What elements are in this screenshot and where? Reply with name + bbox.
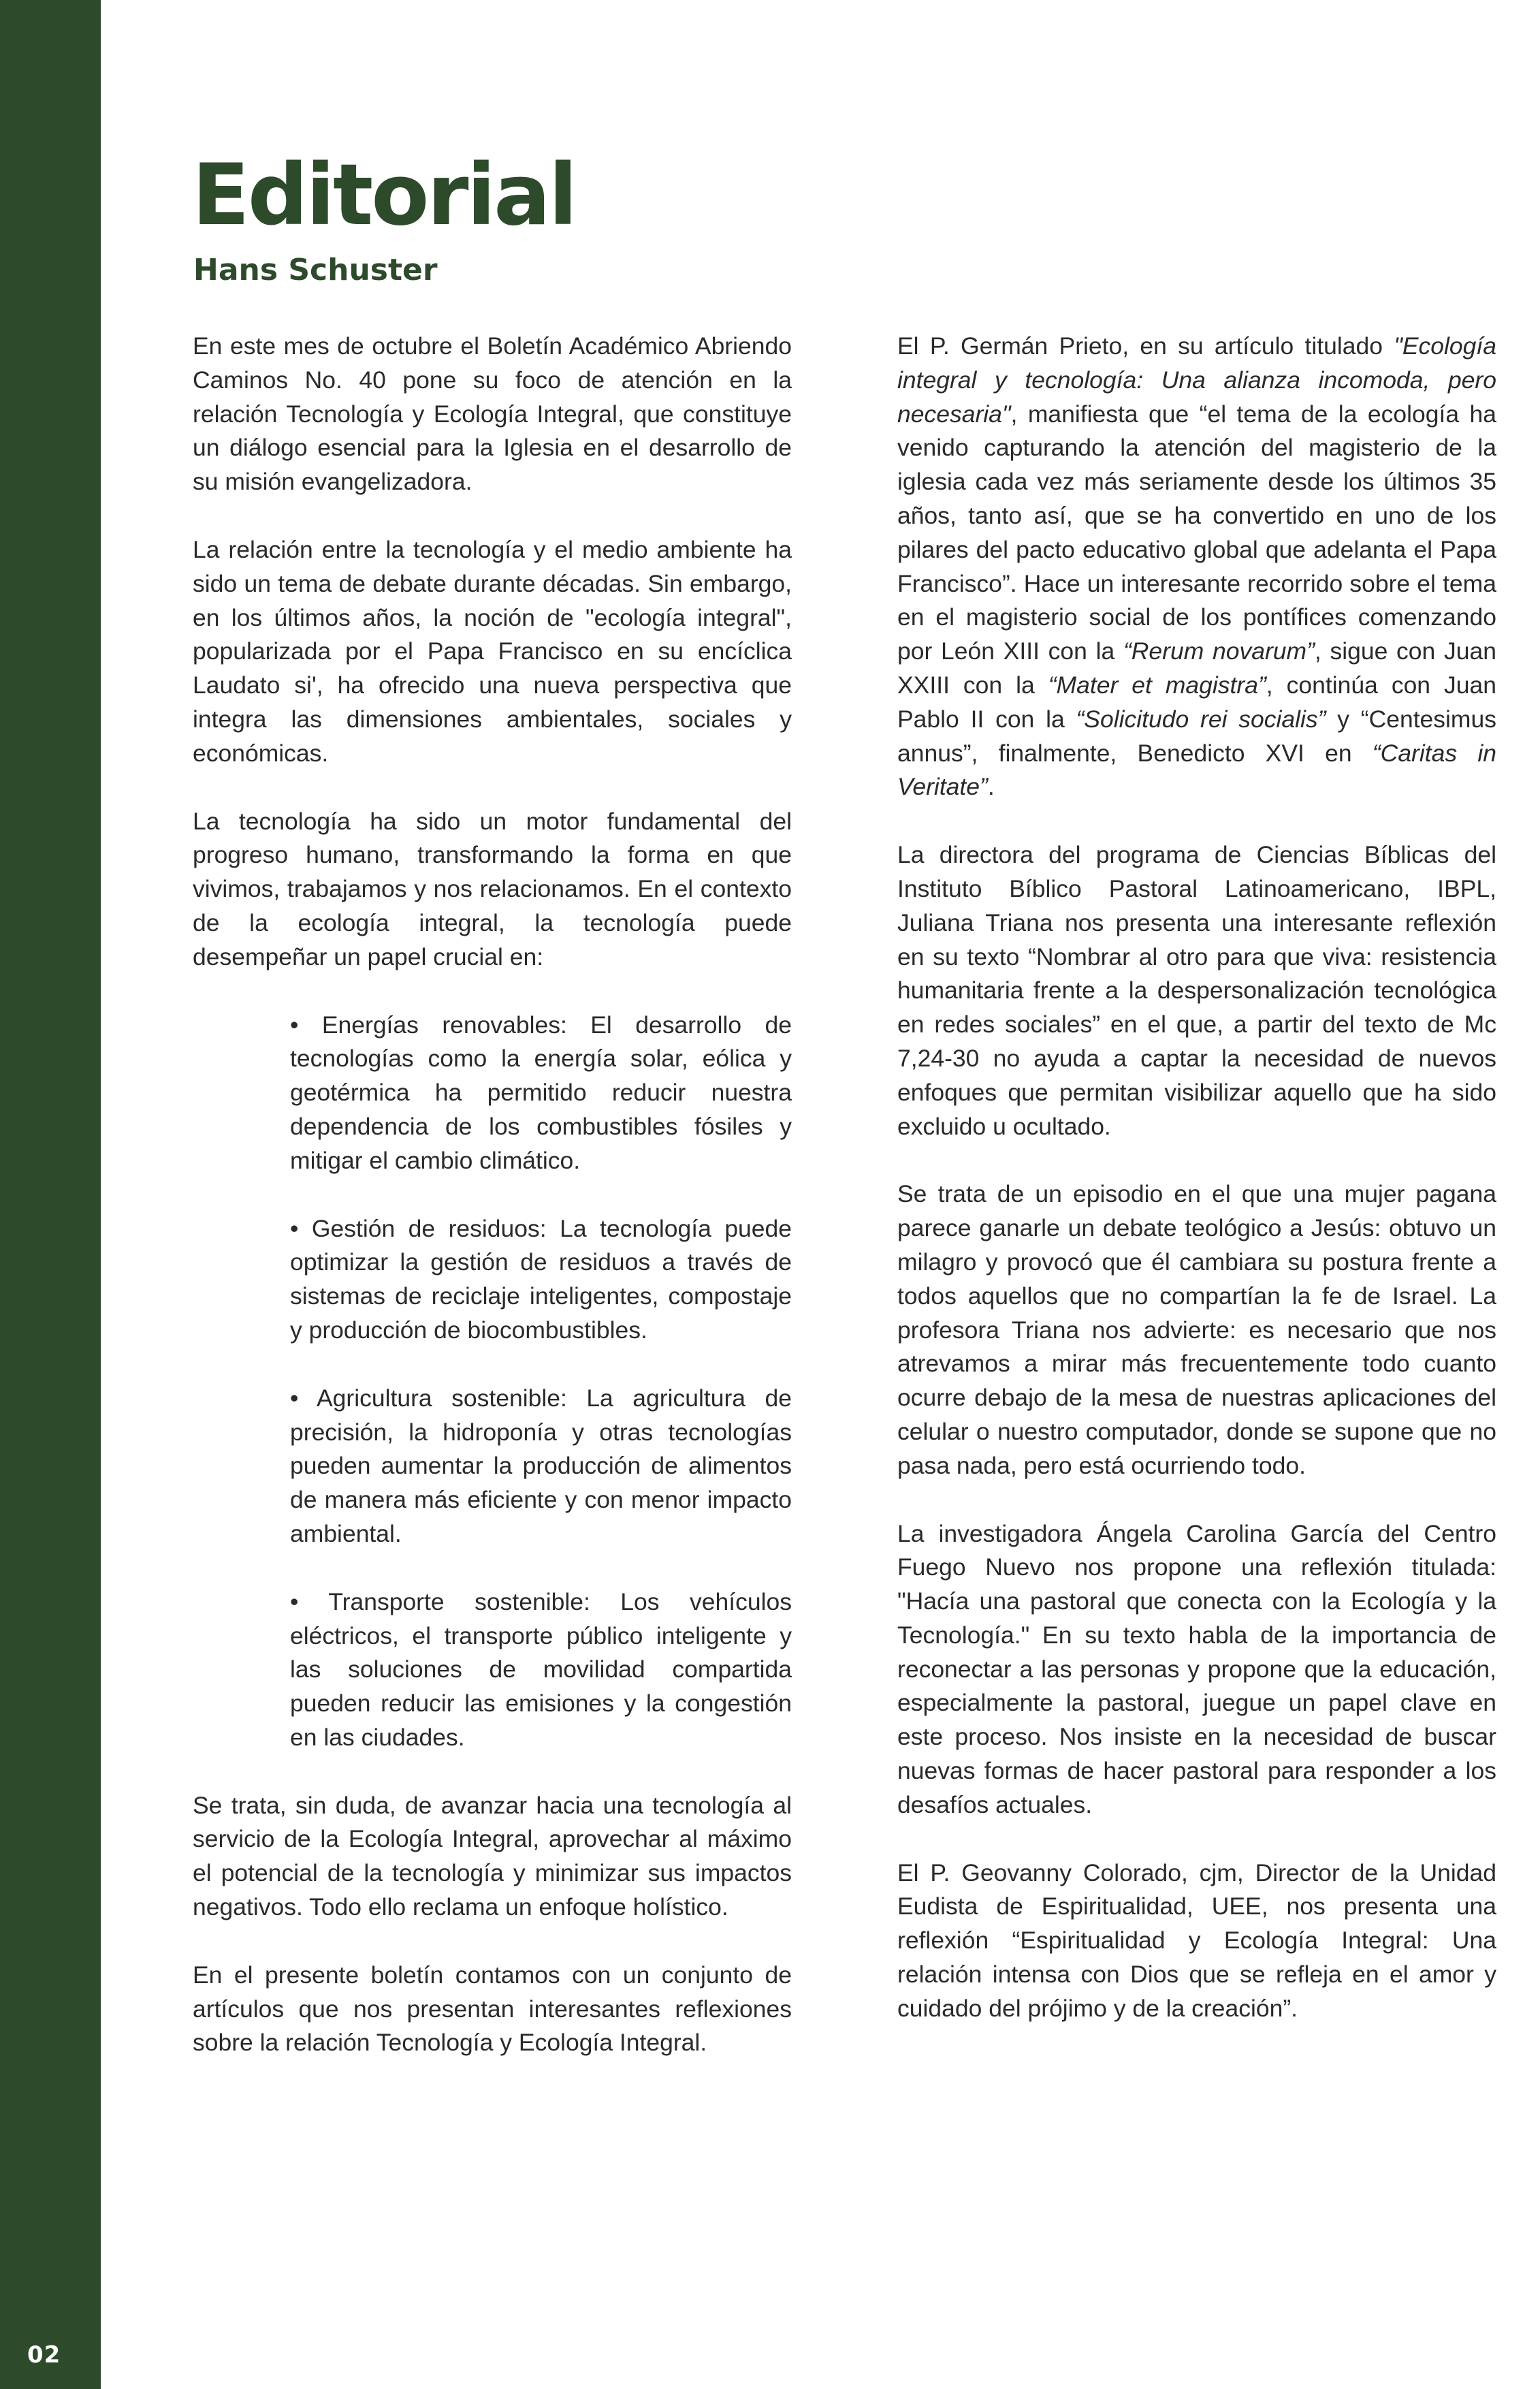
right-column (897, 330, 1496, 2026)
author-name: Hans Schuster (193, 253, 438, 287)
paragraph: La directora del programa de Ciencias Bíblicas del Instituto Bíblico Pastoral Latinoamericano, IBPL, Juliana Triana nos presenta una interesante reflexión en su texto “Nombrar al otro para que viva: resistencia humanitaria frente a la despersonalización tecnológica en redes sociales” en el que, a partir del texto de Mc 7,24-30 no ayuda a captar la necesidad de nuevos enfoques que permitan visibilizar aquello que ha sido excluido u ocultado. (897, 841, 1496, 1140)
text-run: , sigue con Juan XXIII con la (897, 637, 1496, 699)
encyclical-title: “Solicitudo rei socialis” (1076, 705, 1326, 733)
paragraph: En el presente boletín contamos con un conjunto de artículos que nos presentan interesantes reflexiones sobre la relación Tecnología y Ecología Integral. (193, 1961, 792, 2057)
text-run: , manifiesta que “el tema de la ecología ha venido capturando la atención del magisterio de la iglesia cada vez más seriamente desde los últimos 35 años, tanto así, que se ha convertido en uno de los pilares del pacto educativo global que adelanta el Papa Francisco”. Hace un interesante recorrido sobre el tema en el magisterio social de los pontífices comenzando por León XIII con la (897, 400, 1496, 665)
paragraph: En este mes de octubre el Boletín Académico Abriendo Caminos No. 40 pone su foco de atención en la relación Tecnología y Ecología Integral, que constituye un diálogo esencial para la Iglesia en el desarrollo de su misión evangelizadora. (193, 332, 792, 496)
bullet-item-renewable-energy: • Energías renovables: El desarrollo de tecnologías como la energía solar, eólica y geotérmica ha permitido reducir nuestra dependencia de los combustibles fósiles y mitigar el cambio climático. (290, 1011, 792, 1174)
paragraph: Se trata, sin duda, de avanzar hacia una tecnología al servicio de la Ecología Integral, aprovechar al máximo el potencial de la tecnología y minimizar sus impactos negativos. Todo ello reclama un enfoque holístico. (193, 1791, 792, 1921)
text-run: y “Centesimus annus”, finalmente, Benedicto XVI en (897, 705, 1496, 767)
bullet-item-sustainable-transport: • Transporte sostenible: Los vehículos eléctricos, el transporte público inteligente y las soluciones de movilidad compartida pueden reducir las emisiones y la congestión en las ciudades. (290, 1587, 792, 1751)
bullet-item-waste-management: • Gestión de residuos: La tecnología puede optimizar la gestión de residuos a través de sistemas de reciclaje inteligentes, compostaje y producción de biocombustibles. (290, 1214, 792, 1344)
text-run: El P. Germán Prieto, en su artículo titulado (897, 332, 1394, 360)
paragraph-german-prieto (897, 330, 1496, 804)
encyclical-title: “Caritas in Veritate” (897, 739, 1496, 801)
text-run: , continúa con Juan Pablo II con la (897, 671, 1497, 733)
page-title: Editorial (192, 146, 576, 244)
paragraph: Se trata de un episodio en el que una mujer pagana parece ganarle un debate teológico a Jesús: obtuvo un milagro y provocó que él cambiara su postura frente a todos aquellos que no compartían la fe de Israel. La profesora Triana nos advierte: es necesario que nos atrevamos a mirar más frecuentemente todo cuanto ocurre debajo de la mesa de nuestras aplicaciones del celular o nuestro computador, donde se supone que no pasa nada, pero está ocurriendo todo. (897, 1180, 1496, 1479)
encyclical-title: “Mater et magistra” (1048, 671, 1266, 699)
paragraph: La investigadora Ángela Carolina García del Centro Fuego Nuevo nos propone una reflexión titulada: "Hacía una pastoral que conecta con la Ecología y la Tecnología." En su texto habla de la importancia de reconectar a las personas y propone que la educación, especialmente la pastoral, juegue un papel clave en este proceso. Nos insiste en la necesidad de buscar nuevas formas de hacer pastoral para responder a los desafíos actuales. (897, 1519, 1496, 1818)
paragraph: La relación entre la tecnología y el medio ambiente ha sido un tema de debate durante décadas. Sin embargo, en los últimos años, la noción de "ecología integral", popularizada por el Papa Francisco en su encíclica Laudato si', ha ofrecido una nueva perspectiva que integra las dimensiones ambientales, sociales y económicas. (193, 535, 792, 767)
article-title: "Ecología integral y tecnología: Una alianza incomoda, pero necesaria" (897, 332, 1496, 428)
bullet-item-sustainable-agriculture: • Agricultura sostenible: La agricultura de precisión, la hidroponía y otras tecnologías pueden aumentar la producción de alimentos de manera más eficiente y con menor impacto ambiental. (290, 1384, 792, 1547)
page-number: 02 (27, 2341, 61, 2369)
encyclical-title: “Rerum novarum” (1123, 637, 1315, 665)
left-column (193, 330, 792, 2060)
paragraph: La tecnología ha sido un motor fundamental del progreso humano, transformando la forma en que vivimos, trabajamos y nos relacionamos. En el contexto de la ecología integral, la tecnología puede desempeñar un papel crucial en: (193, 807, 792, 970)
side-bar (0, 0, 101, 2389)
text-run: . (987, 773, 995, 801)
paragraph: El P. Geovanny Colorado, cjm, Director de la Unidad Eudista de Espiritualidad, UEE, nos presenta una reflexión “Espiritualidad y Ecología Integral: Una relación intensa con Dios que se refleja en el amor y cuidado del prójimo y de la creación”. (897, 1858, 1496, 2022)
